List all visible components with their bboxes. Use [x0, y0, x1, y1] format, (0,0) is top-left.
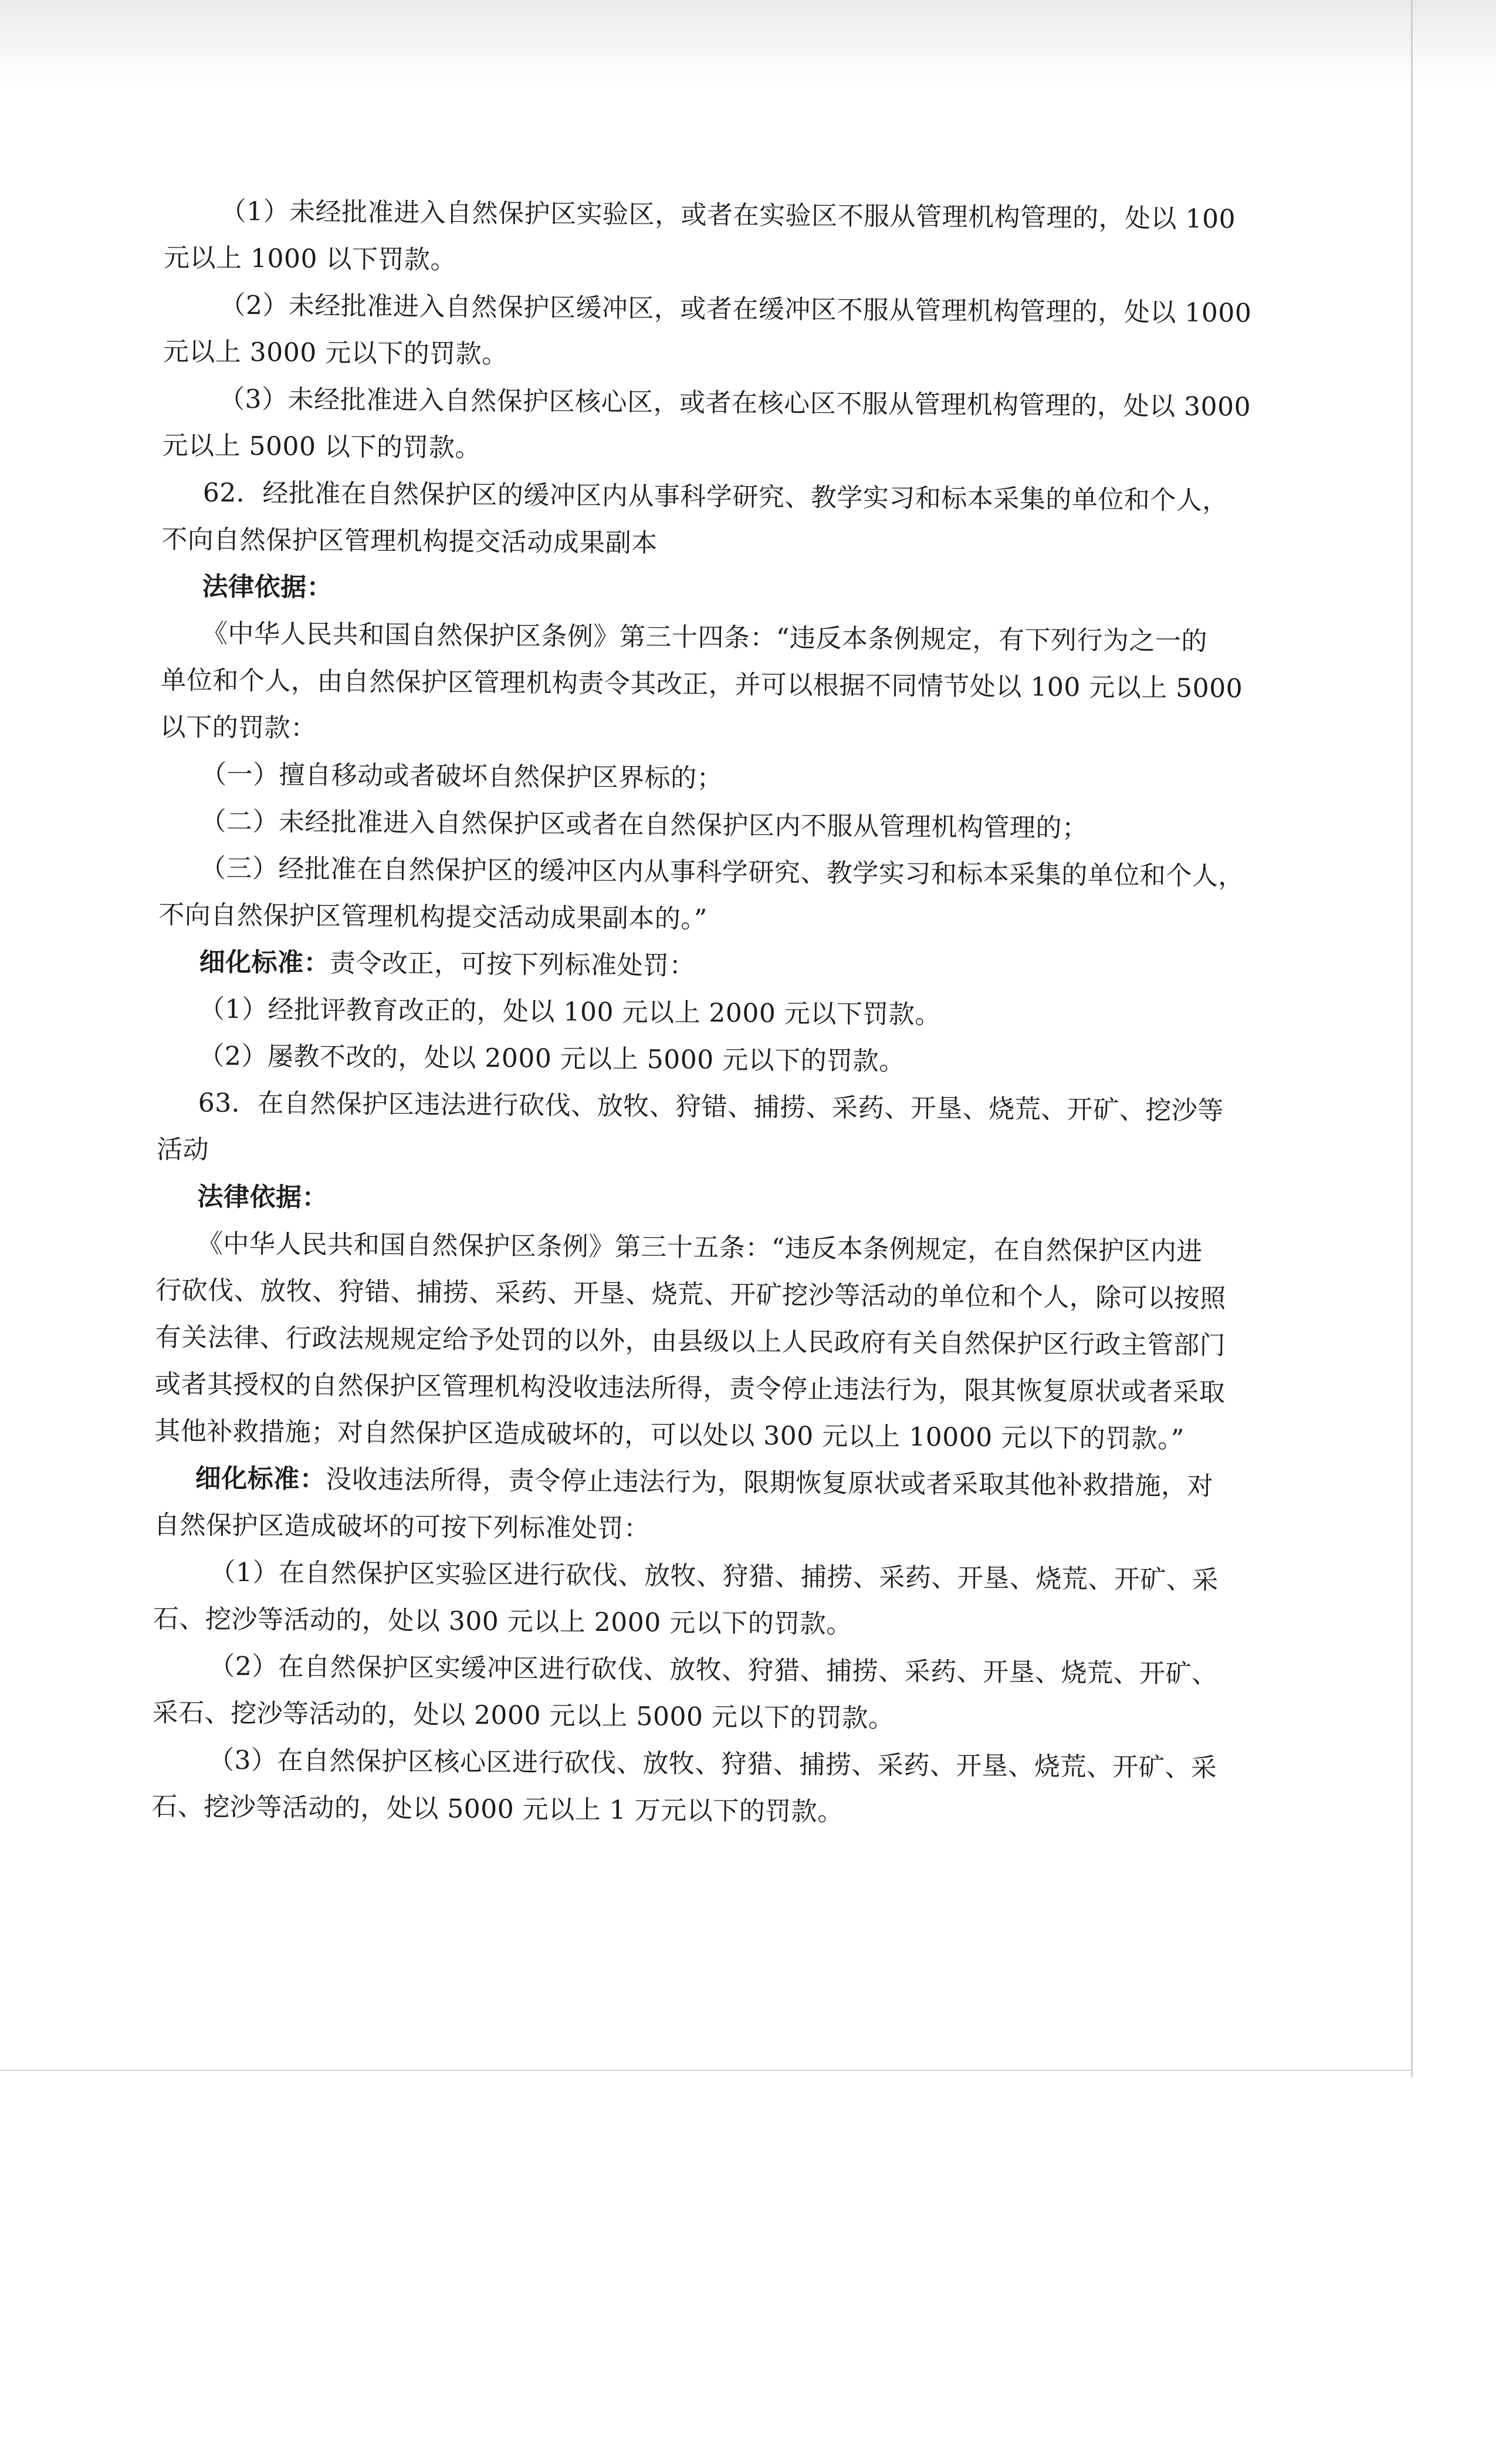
text-line: （2）未经批准进入自然保护区缓冲区，或者在缓冲区不服从管理机构管理的，处以 1000 — [219, 290, 1252, 329]
detailed-standard-text: 没收违法所得，责令停止违法行为，限期恢复原状或者采取其他补救措施，对 — [326, 1464, 1214, 1502]
scan-page-edge-bottom — [0, 2070, 1413, 2071]
text-line: （3）未经批准进入自然保护区核心区，或者在核心区不服从管理机构管理的，处以 3000 — [218, 384, 1251, 422]
text-line: 采石、挖沙等活动的，处以 2000 元以上 5000 元以下的罚款。 — [152, 1697, 895, 1734]
text-line: （二）未经批准进入自然保护区或者在自然保护区内不服从管理机构管理的； — [200, 806, 1088, 844]
document-body — [151, 188, 1314, 1839]
text-line: 元以上 1000 以下罚款。 — [163, 242, 457, 275]
text-line: 石、挖沙等活动的，处以 300 元以上 2000 元以下的罚款。 — [153, 1603, 852, 1640]
text-line: 石、挖沙等活动的，处以 5000 元以上 1 万元以下的罚款。 — [151, 1791, 844, 1827]
detailed-standard-line — [158, 939, 1308, 994]
text-line: 其他补救措施；对自然保护区造成破坏的，可以处以 300 元以上 10000 元以下的罚款。” — [154, 1416, 1184, 1454]
text-line: 《中华人民共和国自然保护区条例》第三十五条：“违反本条例规定，在自然保护区内进 — [197, 1228, 1203, 1267]
legal-basis-label: 法律依据： — [202, 571, 333, 603]
text-line: 单位和个人，由自然保护区管理机构责令其改正，并可以根据不同情节处以 100 元以上 5000 — [160, 665, 1243, 704]
text-line: （三）经批准在自然保护区的缓冲区内从事科学研究、教学实习和标本采集的单位和个人， — [199, 853, 1245, 892]
text-line: （1）在自然保护区实验区进行砍伐、放牧、狩猎、捕捞、采药、开垦、烧荒、开矿、采 — [209, 1557, 1219, 1596]
text-line: （2）在自然保护区实缓冲区进行砍伐、放牧、狩猎、捕捞、采药、开垦、烧荒、开矿、 — [209, 1651, 1218, 1690]
text-line: 不向自然保护区管理机构提交活动成果副本的。” — [158, 899, 708, 935]
detailed-standard-line — [154, 1455, 1304, 1511]
text-line: 不向自然保护区管理机构提交活动成果副本 — [161, 524, 658, 559]
text-line: （3）在自然保护区核心区进行砍伐、放牧、狩猎、捕捞、采药、开垦、烧荒、开矿、采 — [208, 1745, 1217, 1783]
text-line: 行砍伐、放牧、狩错、捕捞、采药、开垦、烧荒、开矿挖沙等活动的单位和个人，除可以按照 — [155, 1275, 1226, 1314]
section-heading-63: 63．在自然保护区违法进行砍伐、放牧、狩错、捕捞、采药、开垦、烧荒、开矿、挖沙等 — [198, 1088, 1224, 1126]
text-line: （一）擅自移动或者破坏自然保护区界标的； — [200, 759, 723, 794]
text-line: （2）屡教不改的，处以 2000 元以上 5000 元以下的罚款。 — [198, 1041, 905, 1077]
text-line: （1）未经批准进入自然保护区实验区，或者在实验区不服从管理机构管理的，处以 100 — [220, 196, 1236, 235]
text-line: 自然保护区造成破坏的可按下列标准处罚： — [153, 1509, 650, 1544]
text-line: 以下的罚款： — [160, 712, 317, 744]
detailed-standard-label: 细化标准： — [195, 1463, 326, 1495]
scan-shadow-top — [0, 0, 1496, 88]
text-line: 活动 — [156, 1134, 209, 1165]
text-line: 有关法律、行政法规规定给予处罚的以外，由县级以上人民政府有关自然保护区行政主管部门 — [155, 1322, 1226, 1361]
text-line: 《中华人民共和国自然保护区条例》第三十四条：“违反本条例规定，有下列行为之一的 — [201, 618, 1208, 656]
scan-page-edge-right — [1411, 0, 1413, 2077]
detailed-standard-label: 细化标准： — [199, 947, 330, 979]
text-line: 或者其授权的自然保护区管理机构没收违法所得，责令停止违法行为，限其恢复原状或者采取 — [154, 1369, 1226, 1408]
section-heading-62: 62．经批准在自然保护区的缓冲区内从事科学研究、教学实习和标本采集的单位和个人， — [202, 478, 1229, 516]
text-line: 元以上 5000 以下的罚款。 — [162, 430, 482, 463]
text-line: 元以上 3000 元以下的罚款。 — [163, 336, 508, 370]
text-line: （1）经批评教育改正的，处以 100 元以上 2000 元以下罚款。 — [198, 994, 942, 1030]
detailed-standard-text: 责令改正，可按下列标准处罚： — [329, 948, 696, 981]
legal-basis-label: 法律依据： — [197, 1182, 329, 1213]
